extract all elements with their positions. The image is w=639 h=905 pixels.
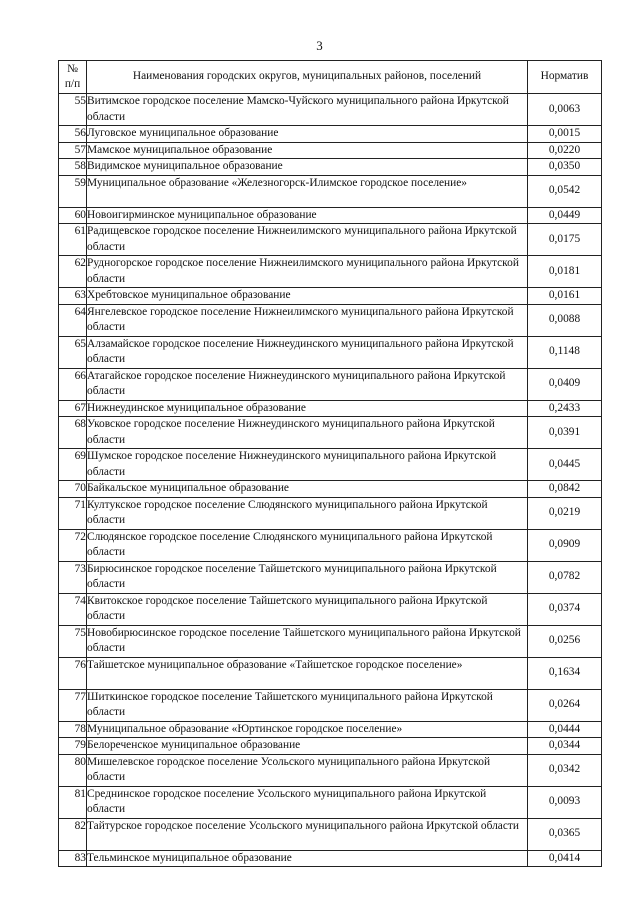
table-row (59, 126, 602, 143)
row-number: 68 (59, 417, 87, 449)
row-value: 0,0409 (528, 368, 602, 400)
row-number: 79 (59, 738, 87, 755)
row-number: 59 (59, 175, 87, 207)
table-row (59, 304, 602, 336)
table-row (59, 336, 602, 368)
row-name: Атагайское городское поселение Нижнеудинского муниципального района Иркутской области (87, 368, 528, 400)
column-header-number-text: № п/п (64, 63, 81, 90)
column-header-name: Наименования городских округов, муниципальных районов, поселений (87, 61, 528, 94)
row-value: 0,0181 (528, 256, 602, 288)
table-row (59, 561, 602, 593)
table-row (59, 481, 602, 498)
table-row (59, 689, 602, 721)
row-number: 80 (59, 754, 87, 786)
table-row (59, 593, 602, 625)
row-value: 0,0264 (528, 689, 602, 721)
row-number: 81 (59, 786, 87, 818)
row-value: 0,0444 (528, 721, 602, 738)
row-name: Шиткинское городское поселение Тайшетского муниципального района Иркутской области (87, 689, 528, 721)
table-row (59, 625, 602, 657)
column-header-norm: Норматив (528, 61, 602, 94)
row-value: 0,0414 (528, 850, 602, 867)
table-row (59, 417, 602, 449)
row-value: 0,0374 (528, 593, 602, 625)
table-body (59, 94, 602, 867)
row-value: 0,0342 (528, 754, 602, 786)
row-number: 83 (59, 850, 87, 867)
table-row (59, 207, 602, 224)
table-row (59, 850, 602, 867)
row-name: Алзамайское городское поселение Нижнеудинского муниципального района Иркутской области (87, 336, 528, 368)
row-name: Витимское городское поселение Мамско-Чуйского муниципального района Иркутской области (87, 94, 528, 126)
row-name: Янгелевское городское поселение Нижнеилимского муниципального района Иркутской области (87, 304, 528, 336)
row-number: 56 (59, 126, 87, 143)
row-name: Радищевское городское поселение Нижнеилимского муниципального района Иркутской области (87, 224, 528, 256)
row-name: Шумское городское поселение Нижнеудинского муниципального района Иркутской области (87, 449, 528, 481)
table-row (59, 142, 602, 159)
row-number: 60 (59, 207, 87, 224)
row-name: Белореченское муниципальное образование (87, 738, 528, 755)
row-value: 0,0220 (528, 142, 602, 159)
row-number: 82 (59, 818, 87, 850)
table-row (59, 256, 602, 288)
row-value: 0,1148 (528, 336, 602, 368)
row-name: Среднинское городское поселение Усольского муниципального района Иркутской области (87, 786, 528, 818)
row-name: Видимское муниципальное образование (87, 159, 528, 176)
row-value: 0,0093 (528, 786, 602, 818)
table-row (59, 657, 602, 689)
row-number: 58 (59, 159, 87, 176)
row-number: 63 (59, 288, 87, 305)
row-value: 0,0350 (528, 159, 602, 176)
row-value: 0,0445 (528, 449, 602, 481)
row-value: 0,0842 (528, 481, 602, 498)
row-name: Новоигирминское муниципальное образование (87, 207, 528, 224)
row-number: 73 (59, 561, 87, 593)
table-row (59, 738, 602, 755)
row-name: Бирюсинское городское поселение Тайшетского муниципального района Иркутской области (87, 561, 528, 593)
row-number: 75 (59, 625, 87, 657)
row-name: Луговское муниципальное образование (87, 126, 528, 143)
standards-table (58, 60, 602, 867)
row-name: Уковское городское поселение Нижнеудинского муниципального района Иркутской области (87, 417, 528, 449)
row-number: 65 (59, 336, 87, 368)
row-value: 0,0088 (528, 304, 602, 336)
column-header-number (59, 61, 87, 94)
page-number: 3 (316, 38, 323, 53)
row-name: Мамское муниципальное образование (87, 142, 528, 159)
table-row (59, 159, 602, 176)
row-number: 57 (59, 142, 87, 159)
row-number: 55 (59, 94, 87, 126)
table-header (59, 61, 602, 94)
row-name: Байкальское муниципальное образование (87, 481, 528, 498)
row-number: 74 (59, 593, 87, 625)
row-number: 76 (59, 657, 87, 689)
row-value: 0,0449 (528, 207, 602, 224)
row-name: Тельминское муниципальное образование (87, 850, 528, 867)
row-name: Муниципальное образование «Железногорск-Илимское городское поселение» (87, 175, 528, 207)
row-value: 0,0365 (528, 818, 602, 850)
row-number: 72 (59, 529, 87, 561)
row-name: Нижнеудинское муниципальное образование (87, 400, 528, 417)
row-name: Хребтовское муниципальное образование (87, 288, 528, 305)
row-number: 66 (59, 368, 87, 400)
row-name: Рудногорское городское поселение Нижнеилимского муниципального района Иркутской области (87, 256, 528, 288)
row-name: Муниципальное образование «Юртинское городское поселение» (87, 721, 528, 738)
row-name: Тайшетское муниципальное образование «Тайшетское городское поселение» (87, 657, 528, 689)
row-value: 0,0542 (528, 175, 602, 207)
row-name: Слюдянское городское поселение Слюдянского муниципального района Иркутской области (87, 529, 528, 561)
table-row (59, 368, 602, 400)
row-number: 78 (59, 721, 87, 738)
row-number: 70 (59, 481, 87, 498)
table-row (59, 497, 602, 529)
table-row (59, 175, 602, 207)
row-value: 0,0782 (528, 561, 602, 593)
row-name: Квитокское городское поселение Тайшетского муниципального района Иркутской области (87, 593, 528, 625)
row-value: 0,0015 (528, 126, 602, 143)
row-value: 0,0063 (528, 94, 602, 126)
row-number: 62 (59, 256, 87, 288)
row-number: 64 (59, 304, 87, 336)
table-row (59, 721, 602, 738)
table-row (59, 449, 602, 481)
row-value: 0,0175 (528, 224, 602, 256)
row-value: 0,0219 (528, 497, 602, 529)
row-value: 0,0161 (528, 288, 602, 305)
row-name: Новобирюсинское городское поселение Тайшетского муниципального района Иркутской области (87, 625, 528, 657)
row-value: 0,2433 (528, 400, 602, 417)
table-row (59, 818, 602, 850)
table-row (59, 754, 602, 786)
row-number: 77 (59, 689, 87, 721)
table-row (59, 529, 602, 561)
row-name: Мишелевское городское поселение Усольского муниципального района Иркутской области (87, 754, 528, 786)
row-number: 67 (59, 400, 87, 417)
row-value: 0,0344 (528, 738, 602, 755)
table-row (59, 786, 602, 818)
row-name: Тайтурское городское поселение Усольского муниципального района Иркутской области (87, 818, 528, 850)
row-number: 61 (59, 224, 87, 256)
row-value: 0,0256 (528, 625, 602, 657)
row-value: 0,1634 (528, 657, 602, 689)
table-row (59, 400, 602, 417)
table-row (59, 224, 602, 256)
row-value: 0,0909 (528, 529, 602, 561)
row-name: Култукское городское поселение Слюдянского муниципального района Иркутской области (87, 497, 528, 529)
row-number: 71 (59, 497, 87, 529)
row-number: 69 (59, 449, 87, 481)
row-value: 0,0391 (528, 417, 602, 449)
table-row (59, 94, 602, 126)
table-row (59, 288, 602, 305)
